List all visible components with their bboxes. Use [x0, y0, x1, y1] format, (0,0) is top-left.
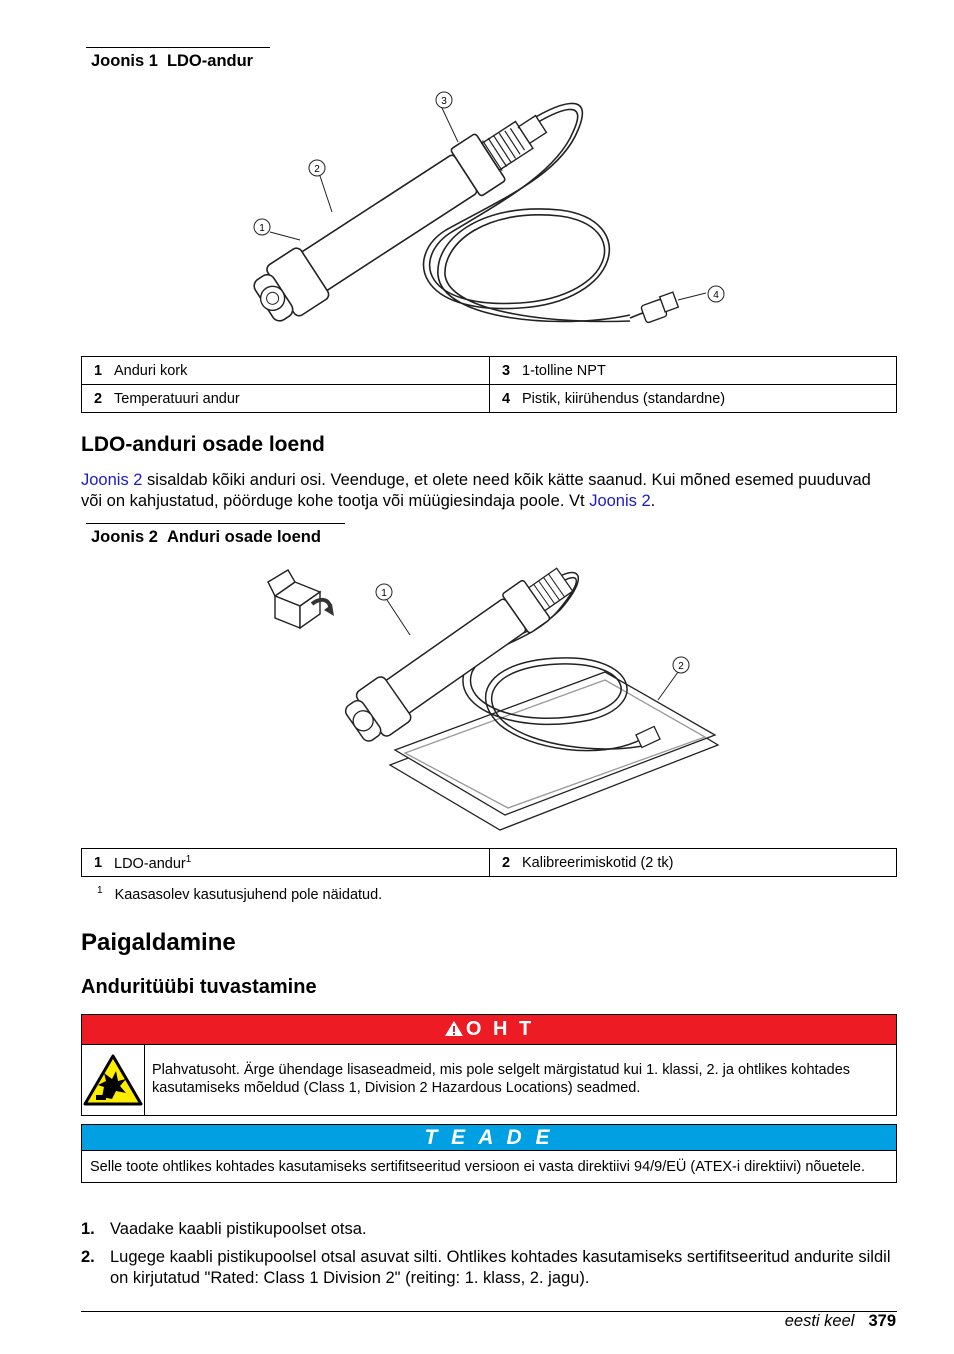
legend-cell [82, 849, 490, 877]
list-item [81, 1247, 891, 1289]
legend-cell [82, 385, 490, 413]
callout-1-label: 1 [259, 223, 265, 234]
footnote-marker: 1 [185, 853, 192, 865]
callout-2-label: 2 [678, 661, 684, 672]
figure1-legend [81, 356, 897, 413]
danger-box [81, 1014, 897, 1116]
legend-num: 1 [94, 855, 103, 872]
footer-language: eesti keel [784, 1312, 855, 1330]
legend-text: Kalibreerimiskotid (2 tk) [522, 854, 674, 871]
legend-text: Temperatuuri andur [114, 390, 240, 407]
calibration-bags [390, 672, 718, 830]
figure1-illustration [200, 80, 760, 352]
notice-text: Selle toote ohtlikes kohtades kasutamiseks sertifitseeritud versioon ei vasta direktiivi 94/9/EÜ (ATEX-i direktiivi) nõuetele. [82, 1150, 896, 1182]
legend-num: 1 [94, 362, 103, 379]
list-item [81, 1219, 891, 1240]
step-number: 2. [81, 1248, 95, 1266]
callout-1-label: 1 [381, 588, 387, 599]
notice-header: T E A D E [82, 1125, 896, 1150]
danger-icon-cell [82, 1045, 145, 1115]
legend-text: Anduri kork [114, 362, 188, 379]
figure2-legend [81, 848, 897, 877]
step-text: Lugege kaabli pistikupoolsel otsal asuvat silti. Ohtlikes kohtades kasutamiseks sertifitseeritud andurite sildil on kirjutatud "Rated: Class 1 Division 2" (reiting: 1. klass, 2. jagu). [110, 1248, 891, 1287]
danger-body [82, 1044, 896, 1115]
legend-num: 4 [502, 390, 511, 407]
section-heading-parts: LDO-anduri osade loend [81, 433, 325, 456]
page-footer [785, 1312, 896, 1331]
figure1-title: LDO-andur [166, 52, 254, 70]
link-figure2-ref[interactable]: Joonis 2 [589, 492, 651, 510]
quick-connect-plug [641, 292, 679, 323]
subsection-heading-sensor-type: Anduritüübi tuvastamine [81, 976, 317, 998]
danger-header [82, 1015, 896, 1044]
link-figure2[interactable]: Joonis 2 [81, 471, 143, 489]
footnote [97, 885, 382, 903]
figure1-caption [86, 47, 270, 71]
legend-text: Pistik, kiirühendus (standardne) [522, 390, 726, 407]
legend-text: LDO-andur [114, 855, 186, 872]
parts-text-end: . [650, 492, 656, 510]
danger-text: Plahvatusoht. Ärge ühendage lisaseadmeid, mis pole selgelt märgistatud kui 1. klassi, 2. ja ohtlikes kohtades kasutamiseks mõeldud (Class 1, Division 2 Hazardous Locations) seadmed. [152, 1062, 851, 1096]
legend-cell [490, 385, 897, 413]
figure2-illustration [260, 560, 720, 835]
step-number: 1. [81, 1220, 95, 1238]
step-text: Vaadake kaabli pistikupoolset otsa. [110, 1220, 367, 1238]
section-heading-installation: Paigaldamine [81, 929, 236, 956]
footnote-text: Kaasasolev kasutusjuhend pole näidatud. [114, 886, 383, 903]
sensor-body [246, 99, 557, 330]
danger-label: O H T [465, 1018, 535, 1040]
warning-triangle-icon [444, 1020, 464, 1037]
parts-paragraph [81, 470, 881, 512]
figure2-title: Anduri osade loend [166, 528, 321, 546]
legend-cell [82, 357, 490, 385]
footnote-num: 1 [97, 885, 103, 896]
figure2-caption [86, 523, 345, 547]
legend-num: 2 [94, 390, 103, 407]
callout-4-label: 4 [713, 290, 719, 301]
explosion-hazard-icon [82, 1053, 144, 1107]
page-number: 379 [868, 1312, 896, 1330]
box-icon [268, 570, 320, 628]
figure2-label: Joonis 2 [91, 528, 158, 546]
callout-2-label: 2 [314, 164, 320, 175]
legend-num: 3 [502, 362, 511, 379]
notice-box [81, 1124, 897, 1183]
legend-cell [490, 357, 897, 385]
footer-divider [81, 1311, 897, 1312]
legend-num: 2 [502, 854, 511, 871]
figure1-label: Joonis 1 [91, 52, 158, 70]
legend-text: 1-tolline NPT [522, 362, 606, 379]
legend-cell [490, 849, 897, 877]
callout-3-label: 3 [441, 96, 447, 107]
parts-text: sisaldab kõiki anduri osi. Veenduge, et olete need kõik kätte saanud. Kui mõned esemed puuduvad või on kahjustatud, pöörduge kohe tootja või müügiesindaja poole. Vt [81, 471, 871, 510]
steps-list [81, 1219, 891, 1296]
